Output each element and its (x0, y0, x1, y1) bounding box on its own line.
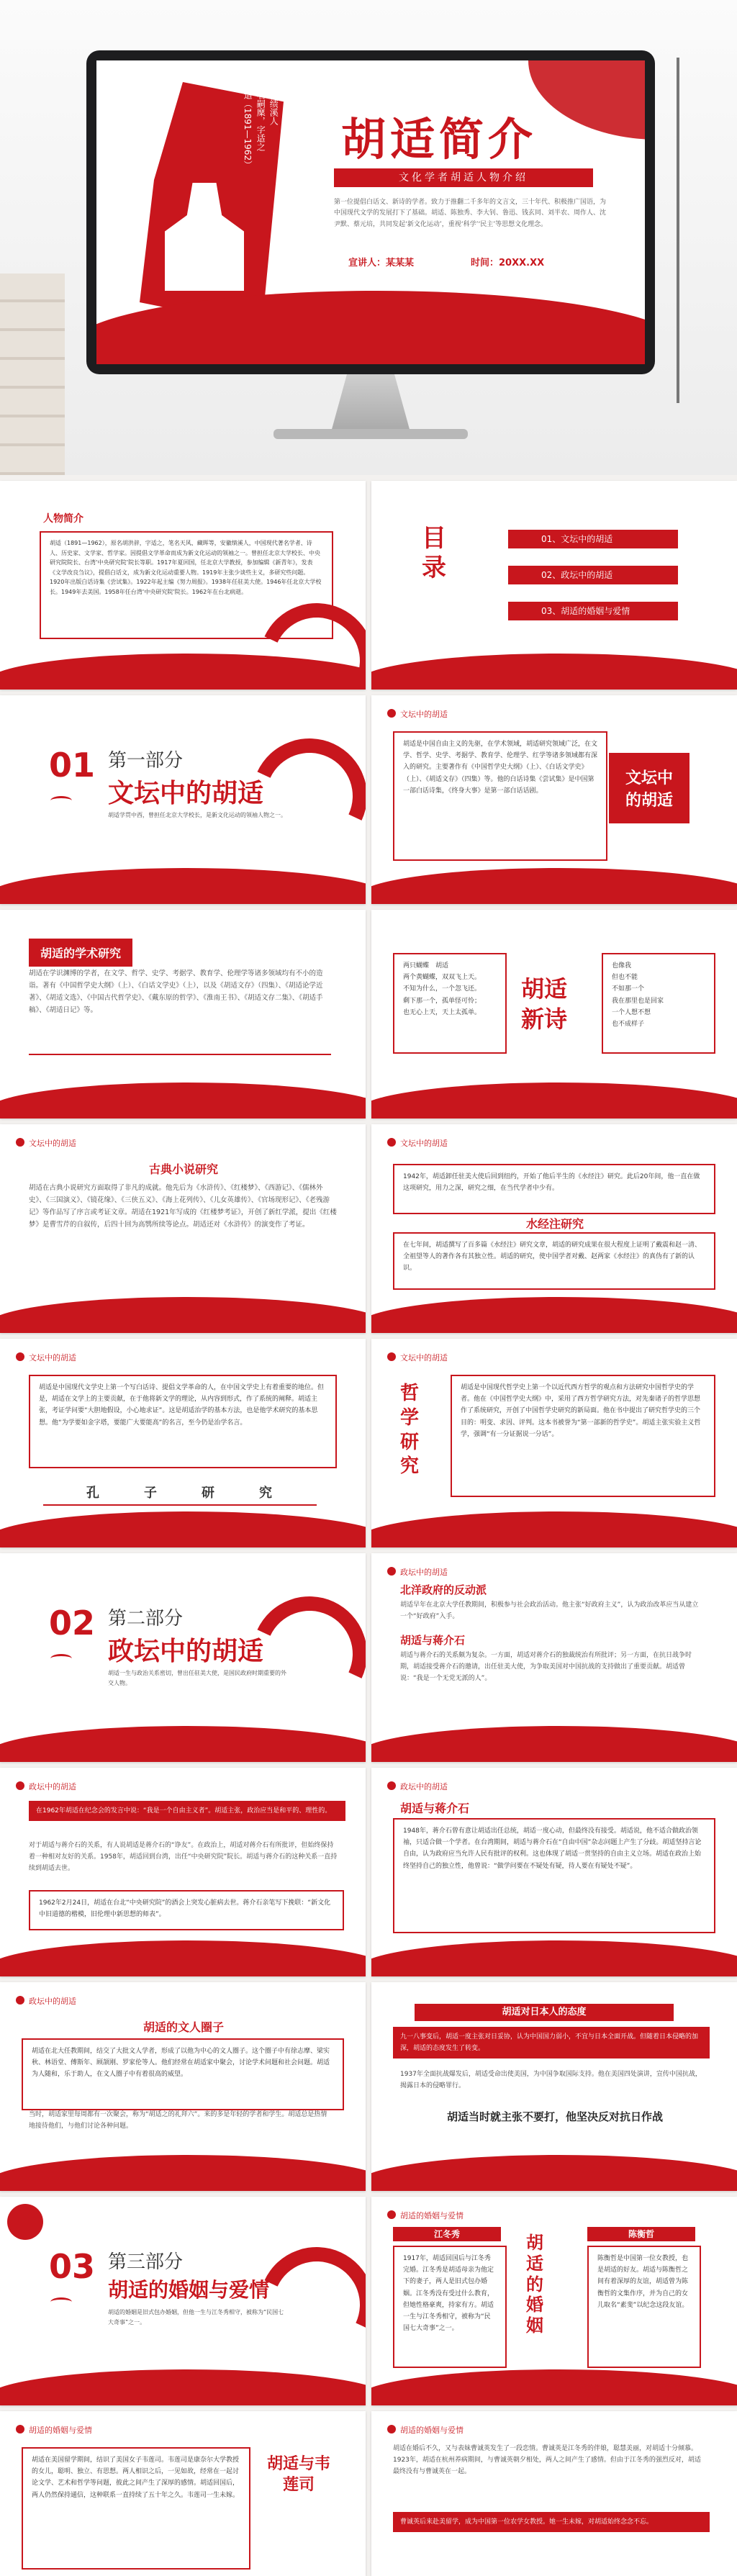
slide-part2 (0, 1553, 366, 1762)
wave-decoration (371, 654, 737, 690)
part-number: 03 (49, 2247, 96, 2286)
wave-decoration (0, 868, 366, 904)
japan-body-2: 1937年全面抗战爆发后，胡适受命出使美国，为中国争取国际支持。他在美国四处演讲，宣传中国抗战，揭露日本的侵略罪行。 (400, 2071, 702, 2090)
slide-politics (371, 1553, 737, 1762)
slide-tag: 政坛中的胡适 (400, 1568, 448, 1577)
wave-decoration (0, 2369, 366, 2405)
part-title: 政坛中的胡适 (108, 1637, 264, 1666)
part-label: 第三部分 (108, 2251, 184, 2273)
ribbon-decoration (243, 2231, 366, 2378)
chiang-body: 1948年，蒋介石曾有意让胡适出任总统，胡适一度心动，但最终没有接受。胡适说，他不适合做政治领袖，只适合做一个学者。在台湾期间，胡适与蒋介石在“自由中国”杂志问题上产生了分歧。胡适坚持言论自由，认为政府应当允许人民有批评的权利。这也体现了胡适一贯坚持的自由主义立场。胡适在政治上始终坚持自己的独立性，他曾说：“做学问要在不疑处有疑，待人要在有疑处不疑”。 (393, 1818, 715, 1933)
politics-header-1: 北洋政府的反动派 (400, 1583, 487, 1596)
wave-decoration (0, 1511, 366, 1547)
politics2-body-1: 在1962年胡适在纪念会的发言中说：“我是一个自由主义者”。胡适主张，政治应当是和平的、理性的。 (29, 1801, 345, 1821)
toc-item-2[interactable]: 02、政坛中的胡适 (508, 566, 678, 584)
cover-slide (96, 60, 645, 364)
confucius-body: 胡适是中国现代文学史上第一个写白话诗、提倡文学革命的人，在中国文学史上有着重要的地位。但是，胡适在文学上的主要贡献，在于他将新文学的理论，从内容到形式，作了系统的阐释。胡适主张，考证学问要“大胆地假设，小心地求证”。这是胡适治学的基本方法，也是他学术研究的基本思想。他“为学要如金字塔，要能广大要能高”的名言，至今仍是治学名言。 (29, 1375, 337, 1468)
wave-decoration (0, 1083, 366, 1118)
chiang-header: 胡适与蒋介石 (400, 1802, 470, 1815)
slide-novel (0, 1124, 366, 1333)
name-left: 江冬秀 (393, 2227, 501, 2241)
part-title: 胡适的婚姻与爱情 (108, 2278, 270, 2302)
slide-politics-2 (0, 1768, 366, 1976)
slide-part1 (0, 695, 366, 904)
slide-japan (371, 1982, 737, 2191)
wave-decoration (371, 2369, 737, 2405)
toc-title: 目录 (422, 524, 446, 582)
wave-decoration (371, 2155, 737, 2191)
wave-decoration (371, 1940, 737, 1976)
portrait-text-3: 安徽绩溪人 (268, 82, 279, 125)
novel-header: 古典小说研究 (148, 1162, 218, 1176)
slide-header: 人物简介 (43, 513, 83, 525)
circle-body-1: 胡适在北大任教期间，结交了大批文人学者，形成了以他为中心的文人圈子。这个圈子中有徐志摩、梁实秋、林语堂、傅斯年、顾颉刚、罗家伦等人。他们经常在胡适家中聚会，讨论学术问题和社会问题。胡适为人随和，乐于助人，在文人圈子中有着很高的威望。 (22, 2038, 344, 2110)
slide-cao (371, 2411, 737, 2576)
wave-decoration (0, 1297, 366, 1333)
slide-tag: 文坛中的胡适 (29, 1353, 76, 1362)
wave-decoration (371, 1511, 737, 1547)
hero-subtitle: 文化学者胡适人物介绍 (334, 168, 593, 187)
monitor-base (273, 429, 468, 439)
bird-icon (50, 1654, 72, 1663)
wave-decoration (0, 1726, 366, 1762)
lamp-decoration (677, 58, 723, 403)
slide-literary (371, 695, 737, 904)
profile-body: 胡适（1891—1962），原名胡洪骍，字适之，笔名天风、藏晖等，安徽绩溪人，中国现代著名学者、诗人、历史家、文学家、哲学家。因提倡文学革命而成为新文化运动的领袖之一。曾担任北京大学校长、中央研究院院长、台湾‘中央研究院’院长等职。1917年夏回国，任北京大学教授，参加编辑《新青年》，发表《文学改良刍议》，提倡白话文，成为新文化运动重要人物。1919年主张少谈些主义，多研究些问题。1920年出版白话诗集《尝试集》。1922年起主编《努力周报》。1938年任驻美大使。1946年任北京大学校长。1949年去美国。1958年任台湾‘中央研究院’院长。1962年在台北病逝。 (40, 531, 333, 639)
hero-section (0, 0, 737, 475)
char-4: 究 (259, 1486, 272, 1501)
bird-icon (50, 2297, 72, 2307)
cao-body-1: 胡适在婚后不久，又与表妹曹诚英发生了一段恋情。曹诚英是江冬秀的伴娘，聪慧美丽，对胡适十分倾慕。1923年，胡适在杭州养病期间，与曹诚英朝夕相处，两人之间产生了感情。但由于江冬秀的强烈反对，胡适最终没有与曹诚英在一起。 (393, 2445, 701, 2476)
slide-tag: 政坛中的胡适 (29, 1997, 76, 2006)
wave-decoration (0, 1940, 366, 1976)
shuijing-body-2: 在七年间，胡适撰写了百多篇《水经注》研究文章，胡适的研究成果在很大程度上证明了戴震和赵一清、全祖望等人的著作各有其独立性。胡适的研究，使中国学者对戴、赵两家《水经注》的真伪有了新的认识。 (393, 1232, 715, 1290)
slide-part3 (0, 2197, 366, 2405)
part-desc: 胡适一生与政治关系密切，曾出任驻美大使，是国民政府时期重要的外交人物。 (108, 1670, 286, 1687)
part-number: 02 (49, 1604, 96, 1642)
part-desc: 胡适学贯中西，曾担任北京大学校长，是新文化运动的领袖人物之一。 (108, 812, 286, 818)
bird-icon (50, 796, 72, 805)
circle-header: 胡适的文人圈子 (143, 2020, 224, 2034)
portrait-text: 胡适（1891—1962） (243, 82, 253, 170)
politics2-body-3: 1962年2月24日，胡适在台北“中央研究院”的酒会上突发心脏病去世。蒋介石亲笔写下挽联：“新文化中旧道德的楷模，旧伦理中新思想的师表”。 (29, 1890, 344, 1930)
slide-toc (371, 481, 737, 690)
char-2: 子 (144, 1486, 157, 1501)
hero-intro: 第一位提倡白话文、新诗的学者。致力于推翻二千多年的文言文，三十年代、积极推广国语，为中国现代文学的发展打下了基础。胡适、陈独秀、李大钊、鲁迅、钱玄同、刘半农、周作人、沈尹默、蔡元培，共同发起‘新文化运动’，重视‘科学’‘民主’等思想文化理念。 (334, 199, 607, 228)
slide-profile (0, 481, 366, 690)
poem-right: 也像我 但也不能 不如那一个 我在那里也是回家 一个人想不想 也不成样子 (602, 953, 715, 1054)
body-left: 1917年，胡适回国后与江冬秀完婚。江冬秀是胡适母亲为他定下的妻子，两人是旧式包办婚姻。江冬秀没有受过什么教育，但她性格豪爽，持家有方。胡适一生与江冬秀相守，被称为“民国七大奇事”之一。 (393, 2246, 507, 2368)
slide-philosophy (371, 1339, 737, 1547)
literary-body: 胡适是中国自由主义的先驱，在学术领域，胡适研究领域广泛，在文学、哲学、史学、考据学、教育学、伦理学、红学等诸多领域都有深入的研究。主要著作有《中国哲学史大纲》（上）、《白话文学史》（上）、《胡适文存》（四集）等。他的白话诗集《尝试集》是中国第一部白话诗集，《终身大事》是第一部白话话剧。 (393, 731, 607, 861)
slide-tag: 政坛中的胡适 (29, 1782, 76, 1791)
red-flag-corner (528, 60, 645, 140)
philosophy-body: 胡适是中国现代哲学史上第一个以近代西方哲学的观点和方法研究中国哲学史的学者。他在《中国哲学史大纲》中，采用了西方哲学研究方法，对先秦诸子的哲学思想作了系统研究，开创了中国哲学史研究的新局面。他在书中提出了研究哲学史的三个目的：明变、求因、评判。这本书被誉为“第一部新的哲学史”。胡适主张实验主义哲学，强调“有一分证据说一分话”。 (451, 1375, 715, 1497)
poetry-title: 胡适新诗 (520, 975, 567, 1033)
williams-body: 胡适在美国留学期间，结识了美国女子韦莲司。韦莲司是康奈尔大学教授的女儿，聪明、独立、有思想。两人相识之后，一见如故，经常在一起讨论文学、艺术和哲学等问题，彼此之间产生了深厚的感情。胡适回国后，两人仍然保持通信，这种联系一直持续了五十年之久。韦莲司一生未嫁。 (22, 2447, 250, 2570)
cao-body-2: 曹诚英后来赴美留学，成为中国第一位农学女教授。她一生未嫁，对胡适始终念念不忘。 (393, 2512, 710, 2532)
novel-body: 胡适在古典小说研究方面取得了非凡的成就。他先后为《水浒传》、《红楼梦》、《西游记》、《儒林外史》、《三国演义》、《镜花缘》、《三侠五义》、《海上花列传》、《儿女英雄传》、《官场现形记》、《老残游记》等作品写了序言或考证文章。胡适在1921年写成的《红楼梦考证》，开创了新红学派，提出《红楼梦》是曹雪芹的自叙传，后四十回为高鹗所续等论点。胡适还对《水浒传》的演变作了考证。 (29, 1184, 337, 1229)
philosophy-title: 哲学研究 (400, 1383, 420, 1478)
divider (43, 1504, 317, 1506)
ribbon-decoration (235, 1580, 366, 1727)
slide-confucius (0, 1339, 366, 1547)
toc-item-3[interactable]: 03、胡适的婚姻与爱情 (508, 602, 678, 620)
research-body: 胡适在学识渊博的学者，在文学、哲学、史学、考据学、教育学、伦理学等诸多领域均有不小的造诣。著有《中国哲学史大纲》（上）、《白话文学史》（上），以及《胡适文存》（四集）、《胡适论学近著》、《胡适文选》、《中国古代哲学史》、《戴东原的哲学》、《淮南王书》、《胡适文存二集》、《胡适手稿》、《胡适日记》等。 (29, 970, 323, 1015)
poem-left: 两只蝴蝶 胡适 两个黄蝴蝶，双双飞上天。 不知为什么，一个忽飞还。 剩下那一个，孤单怪可怜； 也无心上天，天上太孤单。 (393, 953, 507, 1054)
seal-icon (7, 2204, 43, 2240)
wave-decoration (371, 1726, 737, 1762)
slide-tag: 胡适的婚姻与爱情 (400, 2211, 464, 2220)
shuijing-header: 水经注研究 (525, 1217, 584, 1231)
slide-tag: 文坛中的胡适 (400, 710, 448, 719)
char-3: 研 (202, 1486, 214, 1501)
wave-decoration (371, 868, 737, 904)
slide-tag: 文坛中的胡适 (29, 1139, 76, 1148)
wave-decoration (371, 1083, 737, 1118)
slide-tag: 政坛中的胡适 (400, 1782, 448, 1791)
wave-decoration (0, 654, 366, 690)
slide-circle (0, 1982, 366, 2191)
slide-marriage (371, 2197, 737, 2405)
part-number: 01 (49, 746, 96, 785)
slide-tag: 胡适的婚姻与爱情 (29, 2426, 92, 2435)
bookshelf-decoration (0, 274, 65, 475)
research-header: 胡适的学术研究 (29, 939, 132, 967)
part-label: 第二部分 (108, 1608, 184, 1630)
wave-decoration (371, 1297, 737, 1333)
japan-statement: 胡适当时就主张不要打，他坚决反对抗日作战 (446, 2110, 663, 2123)
hero-title: 胡适简介 (341, 113, 538, 166)
shuijing-body-1: 1942年，胡适卸任驻美大使后回到纽约，开始了他后半生的《水经注》研究。此后20年间，他一直在做这项研究，用力之深，研究之细，在当代学者中少有。 (393, 1164, 715, 1214)
slide-tag: 文坛中的胡适 (400, 1139, 448, 1148)
japan-body-1: 九一八事变后，胡适一度主张对日妥协，认为中国国力弱小，不宜与日本全面开战。但随着日本侵略的加深，胡适的态度发生了转变。 (393, 2027, 710, 2058)
monitor-stand (331, 374, 410, 432)
politics-header-2: 胡适与蒋介石 (400, 1634, 466, 1647)
slide-poetry (371, 910, 737, 1118)
politics-body-1: 胡适早年在北京大学任教期间，积极参与社会政治活动。他主张“好政府主义”，认为政治改革应当从建立一个“好政府”入手。 (400, 1601, 699, 1621)
monitor (86, 50, 655, 374)
divider (29, 1054, 331, 1055)
part-desc: 胡适的婚姻是旧式包办婚姻，但他一生与江冬秀相守，被称为“民国七大奇事”之一。 (108, 2309, 284, 2326)
char-1: 孔 (86, 1486, 99, 1501)
slide-chiang (371, 1768, 737, 1976)
presenter-label: 宣讲人：某某某 (348, 258, 415, 268)
wave-decoration (0, 2155, 366, 2191)
part-title: 文坛中的胡适 (108, 779, 264, 808)
circle-body-2: 当时，胡适家里每周都有一次聚会，称为“胡适之的礼拜六”。来的多是年轻的学者和学生。胡适总是热情地接待他们，与他们讨论各种问题。 (29, 2111, 327, 2130)
politics-body-2: 胡适与蒋介石的关系颇为复杂。一方面，胡适对蒋介石的独裁统治有所批评；另一方面，在抗日战争时期，胡适接受蒋介石的邀请，出任驻美大使，为争取美国对中国抗战的支持做出了重要贡献。胡适曾说：“我是一个无党无派的人”。 (400, 1652, 692, 1683)
literary-label: 文坛中的胡适 (609, 753, 689, 823)
williams-title: 胡适与韦莲司 (266, 2455, 330, 2494)
portrait-text-2: 原名嗣穈，字适之 (256, 82, 266, 151)
politics2-body-2: 对于胡适与蒋介石的关系，有人说胡适是蒋介石的“诤友”。在政治上，胡适对蒋介石有所批评，但始终保持着一种相对友好的关系。1958年，胡适回到台湾，出任“中央研究院”院长。胡适与蒋介石的这种关系一直持续到胡适去世。 (29, 1842, 338, 1873)
japan-header: 胡适对日本人的态度 (415, 2004, 674, 2021)
time-label: 时间：20XX.XX (471, 258, 545, 268)
marriage-title: 胡适的婚姻 (526, 2233, 543, 2336)
body-right: 陈衡哲是中国第一位女教授，也是胡适的好友。胡适与陈衡哲之间有着深厚的友谊，胡适曾为陈衡哲的文集作序，并为自己的女儿取名“素斐”以纪念这段友谊。 (587, 2246, 701, 2368)
part-label: 第一部分 (108, 750, 184, 772)
name-right: 陈衡哲 (587, 2227, 695, 2241)
toc-item-1[interactable]: 01、文坛中的胡适 (508, 530, 678, 548)
slide-research (0, 910, 366, 1118)
slide-tag: 文坛中的胡适 (400, 1353, 448, 1362)
slide-shuijing (371, 1124, 737, 1333)
ribbon-decoration (235, 722, 366, 869)
slide-tag: 胡适的婚姻与爱情 (400, 2426, 464, 2435)
slide-williams (0, 2411, 366, 2576)
